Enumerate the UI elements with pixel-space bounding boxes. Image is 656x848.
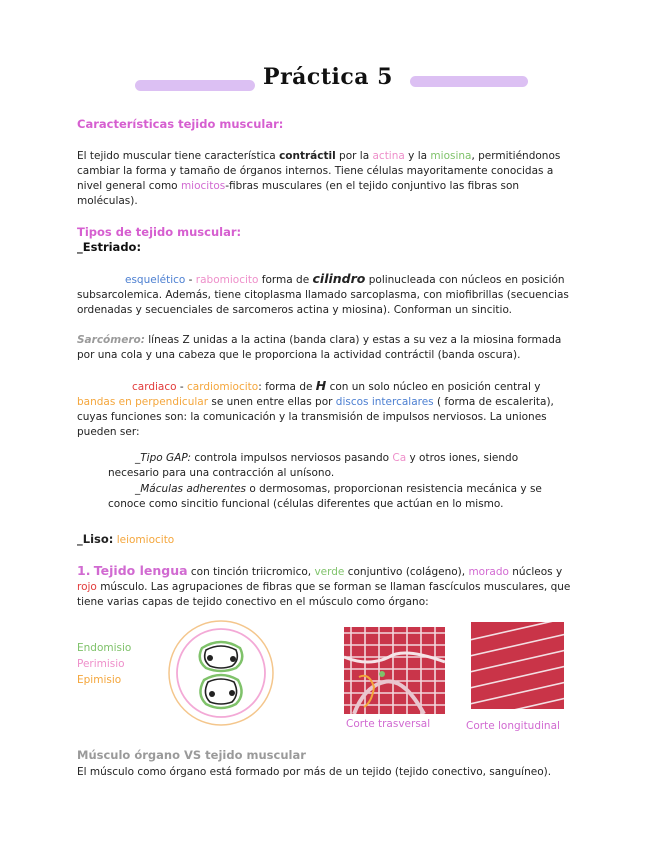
text: polinucleada con núcleos en posición subsarcolemica. Además, tiene citoplasma llamado sarcoplasma, con miofibrillas (secuencias ordenadas y secuenciales de sarcomeros actina y miosina). Conforman un sincitio. <box>77 274 569 316</box>
term-rabomiocito: rabomiocito <box>195 274 259 286</box>
text: El tejido muscular tiene característica <box>77 150 280 162</box>
term-cilindro: cilindro <box>312 271 366 286</box>
term-cardiomiocito: cardiomiocito <box>187 381 259 393</box>
legend <box>77 640 131 688</box>
legend-epimisio: Epimisio <box>77 674 122 686</box>
list-number: 1. <box>77 563 91 578</box>
text: - <box>185 274 196 286</box>
term-esqueletico: esquelético <box>125 274 186 286</box>
page-title: Práctica 5 <box>263 64 393 90</box>
text: : forma de <box>258 381 316 393</box>
section-heading-types: Tipos de tejido muscular: <box>77 225 242 239</box>
paragraph-maculas <box>108 482 548 512</box>
term-verde: verde <box>314 566 345 578</box>
term-ca: Ca <box>392 452 407 464</box>
paragraph-organo: El músculo como órgano está formado por más de un tejido (tejido conectivo, sanguíneo). <box>77 766 552 778</box>
subheading-estriado: _Estriado: <box>77 240 142 254</box>
legend-endomisio: Endomisio <box>77 642 132 654</box>
paragraph-sarcomero <box>77 333 577 363</box>
paragraph-cardiaco <box>77 378 577 440</box>
paragraph-esqueletico <box>77 271 577 318</box>
term-miosina: miosina <box>430 150 472 162</box>
text: conjuntivo (colágeno), <box>344 566 469 578</box>
term-bandas: bandas en perpendicular <box>77 396 209 408</box>
term-maculas: Máculas adherentes <box>140 483 247 495</box>
text: con un solo núcleo en posición central y <box>326 381 541 393</box>
text: _ <box>135 452 141 464</box>
paragraph-characteristics <box>77 149 577 209</box>
term-rojo: rojo <box>77 581 97 593</box>
term-tejido-lengua: Tejido lengua <box>93 563 188 578</box>
term-discos: discos intercalares <box>335 396 434 408</box>
text: ( forma de escalerita), cuyas funciones son: la comunicación y la transmisión de impulsos nerviosos. La uniones pueden ser: <box>77 396 554 438</box>
paragraph-tejido-lengua <box>77 563 577 610</box>
caption-longitudinal: Corte longitudinal <box>466 720 560 732</box>
text: con tinción triicromico, <box>187 566 315 578</box>
text: o dermosomas, proporcionan resistencia mecánica y se conoce como sincitio funcional (células diferentes que actúan en lo mismo. <box>108 483 542 510</box>
micrograph-longitudinal <box>471 622 564 709</box>
text: forma de <box>258 274 313 286</box>
term-leiomiocito: leiomiocito <box>113 534 175 546</box>
paragraph-gap <box>108 451 548 481</box>
term-contractil: contráctil <box>279 150 336 162</box>
text: por la <box>335 150 373 162</box>
term-actina: actina <box>372 150 405 162</box>
term-sarcomero: Sarcómero: <box>77 334 145 346</box>
term-morado: morado <box>468 566 509 578</box>
subheading-liso <box>77 532 174 548</box>
text: - <box>176 381 188 393</box>
text: -fibras musculares (en el tejido conjuntivo las fibras son moléculas). <box>77 180 520 207</box>
text: músculo. Las agrupaciones de fibras que se forman se llaman fascículos musculares, que tiene varias capas de tejido conectivo en el músculo como órgano: <box>77 581 571 608</box>
term-h: H <box>315 378 327 393</box>
term-gap: Tipo GAP: <box>140 452 192 464</box>
text: se unen entre ellas por <box>208 396 336 408</box>
muscle-layers-diagram <box>166 618 276 728</box>
text: _ <box>135 483 141 495</box>
legend-perimisio: Perimisio <box>77 658 125 670</box>
text: controla impulsos nerviosos pasando <box>191 452 393 464</box>
liso-label: _Liso: <box>77 532 114 546</box>
text: y otros iones, siendo necesario para una contracción al unísono. <box>108 452 519 479</box>
section-heading-organo-vs-tejido: Músculo órgano VS tejido muscular <box>77 748 306 762</box>
micrograph-transversal <box>344 627 445 714</box>
caption-transversal: Corte trasversal <box>346 718 431 730</box>
section-heading-characteristics: Características tejido muscular: <box>77 117 284 131</box>
text: , permitiéndonos cambiar la forma y tamaño de órganos internos. Tiene células mayoritamente conocidas a nivel general como <box>77 150 561 192</box>
term-miocitos: miocitos <box>180 180 226 192</box>
text: y la <box>404 150 431 162</box>
term-cardiaco: cardiaco <box>132 381 177 393</box>
text: núcleos y <box>508 566 563 578</box>
text: líneas Z unidas a la actina (banda clara) y estas a su vez a la miosina formada por una cola y una cabeza que le proporciona la actividad contráctil (banda oscura). <box>77 334 562 361</box>
